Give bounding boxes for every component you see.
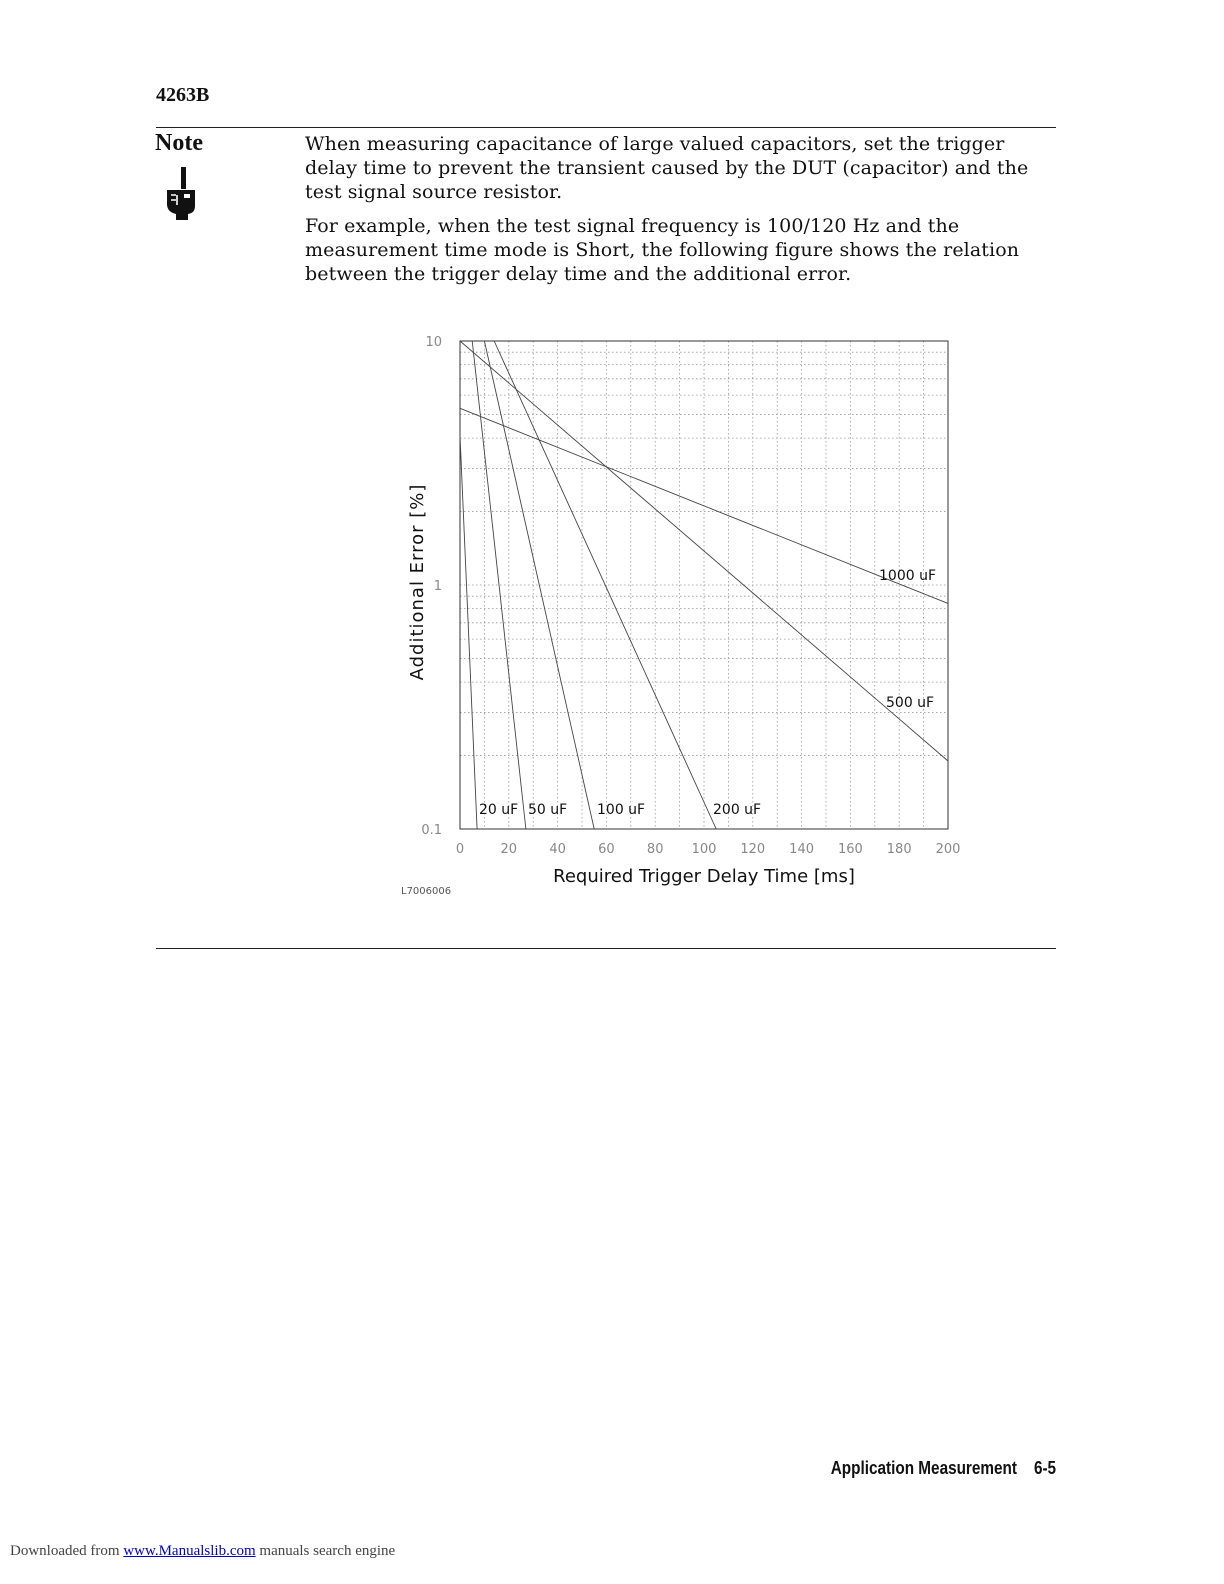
bottom-divider xyxy=(156,948,1056,949)
series-label: 1000 uF xyxy=(879,568,937,584)
series-label: 500 uF xyxy=(886,695,935,711)
page-footer xyxy=(831,1458,1056,1479)
chart-grid xyxy=(460,341,948,829)
note-label: Note xyxy=(155,130,203,156)
y-tick-label: 1 xyxy=(433,579,442,594)
y-axis-label: Additional Error [%] xyxy=(407,483,428,681)
series-label: 100 uF xyxy=(597,802,646,818)
series-label: 200 uF xyxy=(713,802,762,818)
x-tick-label: 140 xyxy=(789,842,815,857)
x-axis-label: Required Trigger Delay Time [ms] xyxy=(553,866,855,887)
x-tick-label: 200 xyxy=(935,842,961,857)
chart-series-labels xyxy=(479,568,936,818)
y-tick-label: 10 xyxy=(425,335,442,350)
x-tick-label: 40 xyxy=(549,842,566,857)
figure-id: L7006006 xyxy=(401,886,452,897)
series-label: 50 uF xyxy=(528,802,568,818)
x-tick-label: 20 xyxy=(500,842,518,857)
x-tick-label: 0 xyxy=(455,842,465,857)
x-tick-label: 60 xyxy=(598,842,615,857)
manualslib-link[interactable]: www.Manualslib.com xyxy=(123,1543,256,1559)
note-paragraph-2: For example, when the test signal frequency is 100/120 Hz and the measurement time mode is Short, the following figure shows the relation between the trigger delay time and the additional error. xyxy=(305,215,1020,285)
download-credit xyxy=(10,1543,395,1560)
model-number: 4263B xyxy=(156,84,210,106)
note-paragraph-1: When measuring capacitance of large valued capacitors, set the trigger delay time to prevent the transient caused by the DUT (capacitor) and the test signal source resistor. xyxy=(305,133,1029,203)
download-prefix: Downloaded from xyxy=(10,1543,120,1559)
y-tick-label: 0.1 xyxy=(421,823,442,838)
x-tick-label: 120 xyxy=(740,842,766,857)
series-line xyxy=(460,435,477,829)
chart-ticks xyxy=(421,335,960,857)
footer-section: Application Measurement xyxy=(830,1458,1017,1478)
download-suffix: manuals search engine xyxy=(259,1543,396,1559)
x-tick-label: 80 xyxy=(646,842,664,857)
x-tick-label: 180 xyxy=(886,842,912,857)
series-label: 20 uF xyxy=(479,802,519,818)
x-tick-label: 100 xyxy=(691,842,717,857)
footer-page-number: 6-5 xyxy=(1033,1458,1056,1478)
x-tick-label: 160 xyxy=(837,842,863,857)
